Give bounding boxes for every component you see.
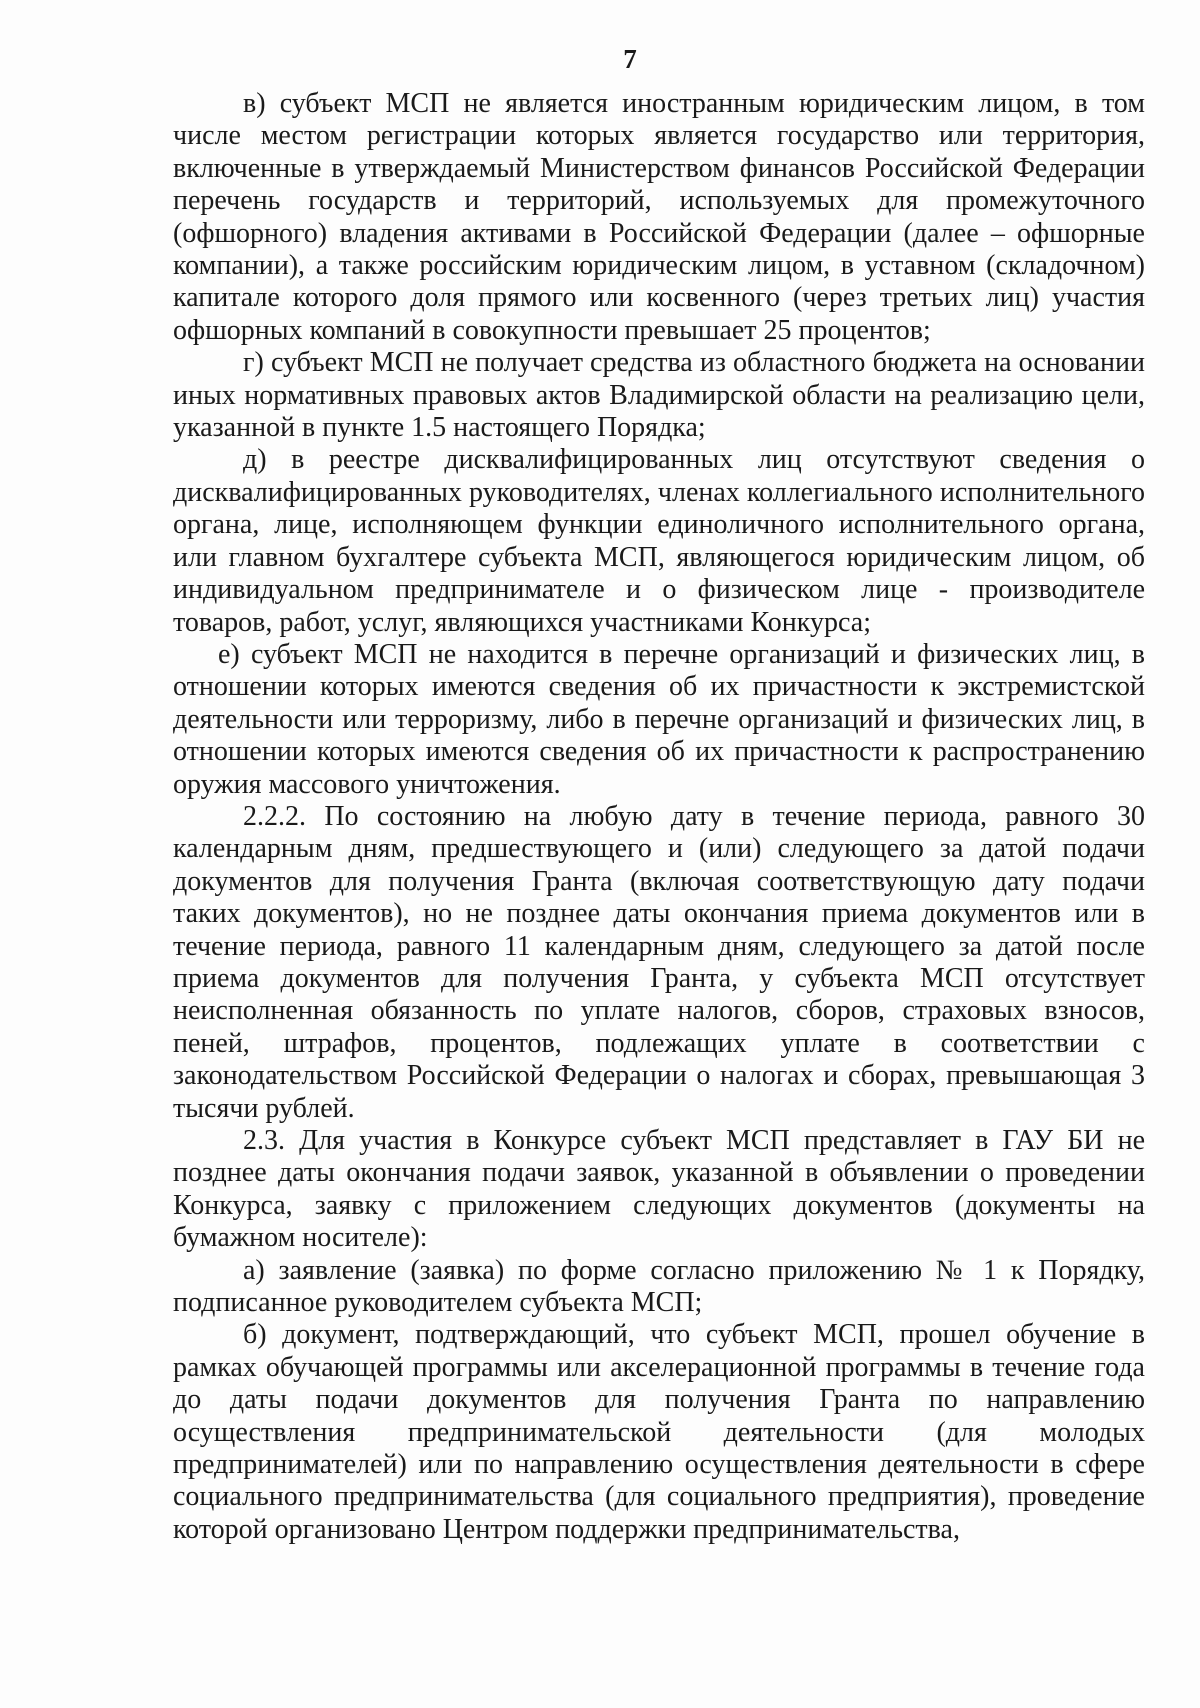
document-body bbox=[173, 88, 1145, 1546]
paragraph-2-2-2-taxes: 2.2.2. По состоянию на любую дату в течение периода, равного 30 календарным дням, предшествующего и (или) следующего за датой подачи документов для получения Гранта (включая соответствующую дату подачи таких документов), но не позднее даты окончания приема документов или в течение периода, равного 11 календарным дням, следующего за датой после приема документов для получения Гранта, у субъекта МСП отсутствует неисполненная обязанность по уплате налогов, сборов, страховых взносов, пеней, штрафов, процентов, подлежащих уплате в соответствии с законодательством Российской Федерации о налогах и сборах, превышающая 3 тысячи рублей. bbox=[173, 800, 1145, 1124]
paragraph-b-training: б) документ, подтверждающий, что субъект МСП, прошел обучение в рамках обучающей программы или акселерационной программы в течение года до даты подачи документов для получения Гранта по направлению осуществления предпринимательской деятельности (для молодых предпринимателей) или по направлению осуществления деятельности в сфере социального предпринимательства (для социального предприятия), проведение которой организовано Центром поддержки предпринимательства, bbox=[173, 1319, 1145, 1545]
paragraph-e-extremism: е) субъект МСП не находится в перечне организаций и физических лиц, в отношении которых имеются сведения об их причастности к экстремистской деятельности или терроризму, либо в перечне организаций и физических лиц, в отношении которых имеются сведения об их причастности к распространению оружия массового уничтожения. bbox=[173, 638, 1145, 800]
paragraph-g-budget: г) субъект МСП не получает средства из областного бюджета на основании иных нормативных правовых актов Владимирской области на реализацию цели, указанной в пункте 1.5 настоящего Порядка; bbox=[173, 347, 1145, 444]
paragraph-v-offshore: в) субъект МСП не является иностранным юридическим лицом, в том числе местом регистрации которых является государство или территория, включенные в утверждаемый Министерством финансов Российской Федерации перечень государств и территорий, используемых для промежуточного (офшорного) владения активами в Российской Федерации (далее – офшорные компании), а также российским юридическим лицом, в уставном (складочном) капитале которого доля прямого или косвенного (через третьих лиц) участия офшорных компаний в совокупности превышает 25 процентов; bbox=[173, 88, 1145, 346]
paragraph-2-3-application: 2.3. Для участия в Конкурсе субъект МСП представляет в ГАУ БИ не позднее даты окончания подачи заявок, указанной в объявлении о проведении Конкурса, заявку с приложением следующих документов (документы на бумажном носителе): bbox=[173, 1125, 1145, 1254]
page-number: 7 bbox=[623, 44, 637, 74]
paragraph-a-statement: а) заявление (заявка) по форме согласно приложению № 1 к Порядку, подписанное руководителем субъекта МСП; bbox=[173, 1254, 1145, 1319]
paragraph-d-disqualified: д) в реестре дисквалифицированных лиц отсутствуют сведения о дисквалифицированных руководителях, членах коллегиального исполнительного органа, лице, исполняющем функции единоличного исполнительного органа, или главном бухгалтере субъекта МСП, являющегося юридическим лицом, об индивидуальном предпринимателе и о физическом лице - производителе товаров, работ, услуг, являющихся участниками Конкурса; bbox=[173, 444, 1145, 638]
